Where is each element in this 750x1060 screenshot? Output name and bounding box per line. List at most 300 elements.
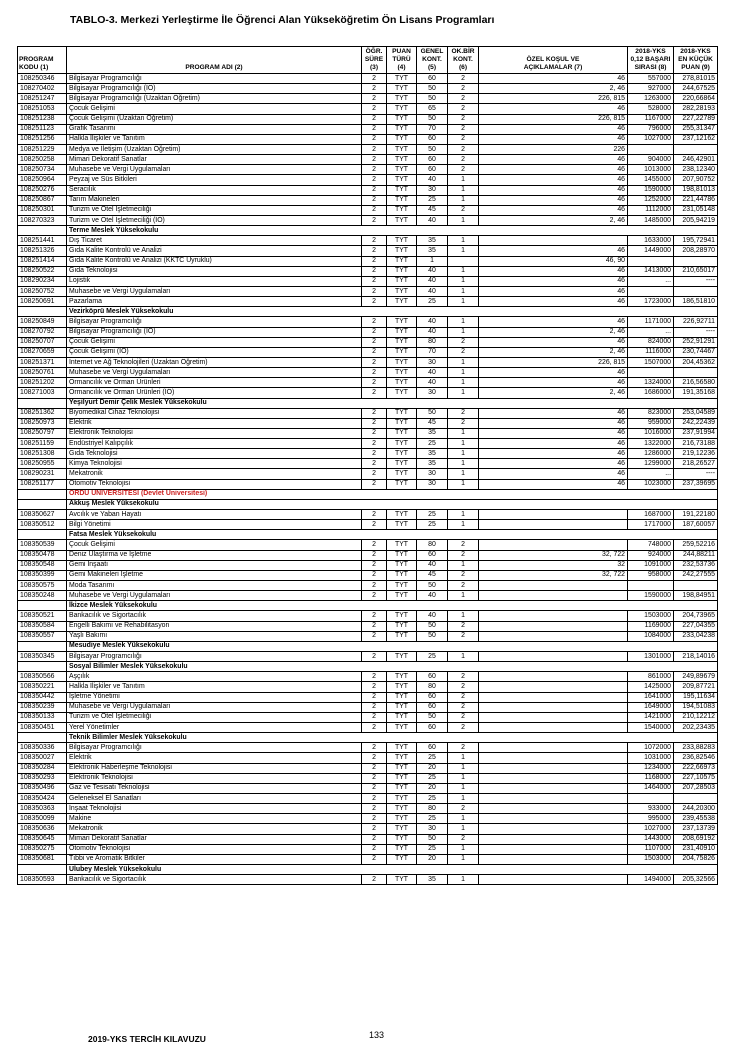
program-name: Bilgisayar Programcılığı <box>67 74 362 84</box>
success-rank: 1413000 <box>628 266 674 276</box>
program-code: 108350548 <box>18 560 67 570</box>
top-quota: 2 <box>448 84 479 94</box>
special-conditions: 46 <box>479 439 628 449</box>
program-name: Muhasebe ve Vergi Uygulamaları <box>67 702 362 712</box>
program-code: 108350575 <box>18 581 67 591</box>
success-rank: 748000 <box>628 540 674 550</box>
general-quota: 40 <box>417 611 448 621</box>
program-name: Çocuk Gelişimi (Uzaktan Öğretim) <box>67 114 362 124</box>
score-type: TYT <box>387 682 417 692</box>
success-rank <box>628 368 674 378</box>
special-conditions: 46, 90 <box>479 256 628 266</box>
special-conditions <box>479 743 628 753</box>
min-score: 208,28970 <box>674 246 718 256</box>
program-code: 108350399 <box>18 570 67 580</box>
min-score: 227,10575 <box>674 773 718 783</box>
min-score: 218,14016 <box>674 652 718 662</box>
success-rank: 1072000 <box>628 743 674 753</box>
top-quota: 1 <box>448 439 479 449</box>
duration: 2 <box>362 682 387 692</box>
program-name: Seracılık <box>67 185 362 195</box>
program-name: Biyomedikal Cihaz Teknolojisi <box>67 408 362 418</box>
program-name: Otomotiv Teknolojisi <box>67 844 362 854</box>
header-line: OK.BİR <box>451 48 475 55</box>
school-name: İkizce Meslek Yüksekokulu <box>67 601 718 611</box>
general-quota: 60 <box>417 550 448 560</box>
university-row <box>18 489 718 499</box>
program-code: 108250258 <box>18 155 67 165</box>
top-quota: 2 <box>448 104 479 114</box>
general-quota: 80 <box>417 540 448 550</box>
top-quota: 2 <box>448 550 479 560</box>
program-code: 108251247 <box>18 94 67 104</box>
general-quota: 35 <box>417 449 448 459</box>
special-conditions: 32 <box>479 560 628 570</box>
school-group-row <box>18 733 718 743</box>
program-name: Peyzaj ve Süs Bitkileri <box>67 175 362 185</box>
top-quota: 1 <box>448 246 479 256</box>
special-conditions: 46 <box>479 378 628 388</box>
duration: 2 <box>362 631 387 641</box>
success-rank: ... <box>628 469 674 479</box>
special-conditions: 46 <box>479 124 628 134</box>
special-conditions: 2, 46 <box>479 388 628 398</box>
header-line: PUAN <box>392 48 411 55</box>
program-row <box>18 804 718 814</box>
duration: 2 <box>362 570 387 580</box>
min-score: 239,45538 <box>674 814 718 824</box>
program-name: Mekatronik <box>67 824 362 834</box>
program-code: 108270323 <box>18 215 67 225</box>
program-code: 108350442 <box>18 692 67 702</box>
program-name: Gaz ve Tesisatı Teknolojisi <box>67 783 362 793</box>
special-conditions: 46 <box>479 479 628 489</box>
special-conditions: 226, 815 <box>479 114 628 124</box>
header-line: KODU (1) <box>19 64 49 71</box>
program-row <box>18 672 718 682</box>
school-group-row <box>18 398 718 408</box>
general-quota: 60 <box>417 134 448 144</box>
min-score: 222,66973 <box>674 763 718 773</box>
school-group-row <box>18 641 718 651</box>
special-conditions <box>479 854 628 864</box>
top-quota <box>448 256 479 266</box>
program-code: 108251159 <box>18 439 67 449</box>
duration: 2 <box>362 114 387 124</box>
special-conditions: 46 <box>479 74 628 84</box>
min-score: 204,45362 <box>674 357 718 367</box>
min-score: 195,11634 <box>674 692 718 702</box>
top-quota: 1 <box>448 297 479 307</box>
success-rank: 904000 <box>628 155 674 165</box>
program-name: İnşaat Teknolojisi <box>67 804 362 814</box>
success-rank: 1299000 <box>628 459 674 469</box>
program-name: Geleneksel El Sanatları <box>67 793 362 803</box>
program-row <box>18 652 718 662</box>
program-row <box>18 276 718 286</box>
score-type: TYT <box>387 844 417 854</box>
general-quota: 25 <box>417 773 448 783</box>
program-name: Bankacılık ve Sigortacılık <box>67 875 362 885</box>
min-score: 216,56580 <box>674 378 718 388</box>
program-name: İşletme Yönetimi <box>67 692 362 702</box>
duration: 2 <box>362 276 387 286</box>
general-quota: 25 <box>417 195 448 205</box>
score-type: TYT <box>387 824 417 834</box>
program-row <box>18 155 718 165</box>
special-conditions: 46 <box>479 428 628 438</box>
duration: 2 <box>362 753 387 763</box>
special-conditions: 46 <box>479 185 628 195</box>
general-quota: 25 <box>417 297 448 307</box>
header-line: (4) <box>397 64 406 71</box>
school-group-row <box>18 864 718 874</box>
special-conditions <box>479 581 628 591</box>
header-score-type <box>387 47 417 74</box>
school-name: Ulubey Meslek Yüksekokulu <box>67 864 718 874</box>
program-row <box>18 692 718 702</box>
score-type: TYT <box>387 327 417 337</box>
general-quota: 25 <box>417 814 448 824</box>
program-row <box>18 550 718 560</box>
program-code: 108270402 <box>18 84 67 94</box>
program-row <box>18 459 718 469</box>
general-quota: 70 <box>417 347 448 357</box>
duration: 2 <box>362 814 387 824</box>
program-code: 108350593 <box>18 875 67 885</box>
general-quota: 25 <box>417 439 448 449</box>
top-quota: 1 <box>448 266 479 276</box>
program-code: 108350557 <box>18 631 67 641</box>
program-name: Elektronik Teknolojisi <box>67 428 362 438</box>
header-line: 0,12 BAŞARI <box>630 56 671 63</box>
min-score: 237,13739 <box>674 824 718 834</box>
min-score: 191,35168 <box>674 388 718 398</box>
top-quota: 2 <box>448 570 479 580</box>
min-score: 198,81013 <box>674 185 718 195</box>
score-type: TYT <box>387 570 417 580</box>
success-rank <box>628 581 674 591</box>
top-quota: 2 <box>448 692 479 702</box>
special-conditions: 46 <box>479 246 628 256</box>
program-name: Moda Tasarımı <box>67 581 362 591</box>
min-score: 238,12340 <box>674 165 718 175</box>
min-score: ---- <box>674 469 718 479</box>
program-code: 108251053 <box>18 104 67 114</box>
min-score: 220,66864 <box>674 94 718 104</box>
special-conditions <box>479 753 628 763</box>
top-quota: 1 <box>448 773 479 783</box>
program-name: Bilgisayar Programcılığı <box>67 652 362 662</box>
program-row <box>18 215 718 225</box>
general-quota: 65 <box>417 104 448 114</box>
min-score: 205,32566 <box>674 875 718 885</box>
success-rank: 1084000 <box>628 631 674 641</box>
score-type: TYT <box>387 581 417 591</box>
program-row <box>18 631 718 641</box>
program-name: Medya ve İletişim (Uzaktan Öğretim) <box>67 144 362 154</box>
special-conditions <box>479 591 628 601</box>
empty-cell <box>18 398 67 408</box>
score-type: TYT <box>387 875 417 885</box>
score-type: TYT <box>387 185 417 195</box>
score-type: TYT <box>387 144 417 154</box>
header-line: TÜRÜ <box>392 56 411 63</box>
program-row <box>18 560 718 570</box>
general-quota: 40 <box>417 215 448 225</box>
empty-cell <box>18 530 67 540</box>
empty-cell <box>18 489 67 499</box>
program-row <box>18 702 718 712</box>
min-score: 244,67525 <box>674 84 718 94</box>
top-quota: 2 <box>448 672 479 682</box>
min-score: 249,89679 <box>674 672 718 682</box>
program-name: Gıda Teknolojisi <box>67 266 362 276</box>
duration: 2 <box>362 286 387 296</box>
program-row <box>18 74 718 84</box>
duration: 2 <box>362 256 387 266</box>
min-score: 216,73188 <box>674 439 718 449</box>
program-row <box>18 114 718 124</box>
top-quota: 1 <box>448 652 479 662</box>
school-group-row <box>18 530 718 540</box>
duration: 2 <box>362 266 387 276</box>
success-rank: 1168000 <box>628 773 674 783</box>
general-quota: 80 <box>417 804 448 814</box>
min-score: 204,75826 <box>674 854 718 864</box>
program-row <box>18 824 718 834</box>
special-conditions <box>479 520 628 530</box>
program-row <box>18 165 718 175</box>
program-name: Bilgi Yönetimi <box>67 520 362 530</box>
duration: 2 <box>362 195 387 205</box>
duration: 2 <box>362 854 387 864</box>
success-rank: 1116000 <box>628 347 674 357</box>
duration: 2 <box>362 357 387 367</box>
program-code: 108250955 <box>18 459 67 469</box>
score-type: TYT <box>387 854 417 864</box>
general-quota: 35 <box>417 246 448 256</box>
min-score: 221,44786 <box>674 195 718 205</box>
special-conditions: 46 <box>479 205 628 215</box>
top-quota: 1 <box>448 611 479 621</box>
program-row <box>18 94 718 104</box>
success-rank: 1252000 <box>628 195 674 205</box>
success-rank: 1485000 <box>628 215 674 225</box>
empty-cell <box>18 641 67 651</box>
program-name: Elektronik Teknolojisi <box>67 773 362 783</box>
top-quota: 1 <box>448 449 479 459</box>
score-type: TYT <box>387 317 417 327</box>
general-quota: 25 <box>417 793 448 803</box>
score-type: TYT <box>387 347 417 357</box>
duration: 2 <box>362 236 387 246</box>
general-quota: 20 <box>417 763 448 773</box>
success-rank: 1322000 <box>628 439 674 449</box>
score-type: TYT <box>387 763 417 773</box>
header-line: 2018-YKS <box>680 48 711 55</box>
special-conditions: 46 <box>479 418 628 428</box>
general-quota: 70 <box>417 124 448 134</box>
special-conditions: 46 <box>479 266 628 276</box>
score-type: TYT <box>387 408 417 418</box>
duration: 2 <box>362 783 387 793</box>
program-row <box>18 875 718 885</box>
duration: 2 <box>362 327 387 337</box>
min-score: 195,72941 <box>674 236 718 246</box>
special-conditions: 2, 46 <box>479 215 628 225</box>
program-row <box>18 479 718 489</box>
general-quota: 40 <box>417 327 448 337</box>
program-row <box>18 104 718 114</box>
min-score: 209,87721 <box>674 682 718 692</box>
empty-cell <box>18 733 67 743</box>
program-row <box>18 327 718 337</box>
duration: 2 <box>362 479 387 489</box>
duration: 2 <box>362 652 387 662</box>
special-conditions: 46 <box>479 165 628 175</box>
general-quota: 30 <box>417 469 448 479</box>
program-code: 108250691 <box>18 297 67 307</box>
min-score: 278,81015 <box>674 74 718 84</box>
top-quota: 2 <box>448 418 479 428</box>
success-rank: 1590000 <box>628 591 674 601</box>
top-quota: 1 <box>448 591 479 601</box>
program-code: 108251256 <box>18 134 67 144</box>
top-quota: 2 <box>448 834 479 844</box>
special-conditions <box>479 723 628 733</box>
program-name: Lojistik <box>67 276 362 286</box>
special-conditions: 46 <box>479 134 628 144</box>
program-row <box>18 611 718 621</box>
program-name: Pazarlama <box>67 297 362 307</box>
program-name: Gıda Teknolojisi <box>67 449 362 459</box>
program-name: İnternet ve Ağ Teknolojileri (Uzaktan Öğretim) <box>67 357 362 367</box>
program-row <box>18 428 718 438</box>
top-quota: 2 <box>448 621 479 631</box>
page-title: TABLO-3. Merkezi Yerleştirme İle Öğrenci Alan Yükseköğretim Ön Lisans Programları <box>70 14 495 26</box>
duration: 2 <box>362 74 387 84</box>
program-row <box>18 378 718 388</box>
score-type: TYT <box>387 439 417 449</box>
success-rank: 1286000 <box>628 449 674 459</box>
success-rank: 959000 <box>628 418 674 428</box>
general-quota: 35 <box>417 459 448 469</box>
duration: 2 <box>362 591 387 601</box>
header-min-score <box>674 47 718 74</box>
special-conditions <box>479 621 628 631</box>
score-type: TYT <box>387 418 417 428</box>
duration: 2 <box>362 155 387 165</box>
general-quota: 60 <box>417 743 448 753</box>
score-type: TYT <box>387 74 417 84</box>
program-row <box>18 368 718 378</box>
program-code: 108251123 <box>18 124 67 134</box>
page-number: 133 <box>369 1030 385 1040</box>
min-score: 253,04589 <box>674 408 718 418</box>
program-row <box>18 357 718 367</box>
duration: 2 <box>362 712 387 722</box>
program-code: 108251177 <box>18 479 67 489</box>
min-score: 233,88283 <box>674 743 718 753</box>
top-quota: 2 <box>448 408 479 418</box>
duration: 2 <box>362 672 387 682</box>
duration: 2 <box>362 743 387 753</box>
success-rank: 1421000 <box>628 712 674 722</box>
success-rank: 1507000 <box>628 357 674 367</box>
duration: 2 <box>362 347 387 357</box>
score-type: TYT <box>387 165 417 175</box>
program-name: Avcılık ve Yaban Hayatı <box>67 510 362 520</box>
duration: 2 <box>362 581 387 591</box>
min-score: 244,88211 <box>674 550 718 560</box>
program-code: 108270659 <box>18 347 67 357</box>
special-conditions <box>479 652 628 662</box>
program-row <box>18 84 718 94</box>
school-name: Vezirköprü Meslek Yüksekokulu <box>67 307 718 317</box>
duration: 2 <box>362 824 387 834</box>
general-quota: 30 <box>417 388 448 398</box>
program-row <box>18 418 718 428</box>
duration: 2 <box>362 469 387 479</box>
program-row <box>18 844 718 854</box>
success-rank: 1464000 <box>628 783 674 793</box>
success-rank: 1027000 <box>628 824 674 834</box>
general-quota: 25 <box>417 520 448 530</box>
top-quota: 2 <box>448 723 479 733</box>
success-rank: 796000 <box>628 124 674 134</box>
special-conditions: 46 <box>479 469 628 479</box>
special-conditions <box>479 824 628 834</box>
min-score <box>674 144 718 154</box>
program-row <box>18 743 718 753</box>
min-score: 226,92711 <box>674 317 718 327</box>
program-row <box>18 783 718 793</box>
program-code: 108251371 <box>18 357 67 367</box>
program-row <box>18 195 718 205</box>
program-code: 108250867 <box>18 195 67 205</box>
special-conditions: 226, 815 <box>479 357 628 367</box>
duration: 2 <box>362 337 387 347</box>
special-conditions <box>479 702 628 712</box>
top-quota: 2 <box>448 631 479 641</box>
min-score: 246,42901 <box>674 155 718 165</box>
program-row <box>18 317 718 327</box>
score-type: TYT <box>387 611 417 621</box>
min-score: 242,22439 <box>674 418 718 428</box>
header-line: (6) <box>458 64 468 71</box>
top-quota: 1 <box>448 459 479 469</box>
success-rank: 1686000 <box>628 388 674 398</box>
success-rank <box>628 256 674 266</box>
min-score: 232,53736 <box>674 560 718 570</box>
general-quota: 35 <box>417 428 448 438</box>
program-code: 108350566 <box>18 672 67 682</box>
duration: 2 <box>362 368 387 378</box>
duration: 2 <box>362 144 387 154</box>
special-conditions: 32, 722 <box>479 570 628 580</box>
min-score: 282,28193 <box>674 104 718 114</box>
table-header <box>18 47 718 74</box>
min-score: 186,51810 <box>674 297 718 307</box>
score-type: TYT <box>387 591 417 601</box>
program-name: Muhasebe ve Vergi Uygulamaları <box>67 591 362 601</box>
top-quota: 2 <box>448 702 479 712</box>
school-group-row <box>18 307 718 317</box>
duration: 2 <box>362 621 387 631</box>
general-quota: 60 <box>417 702 448 712</box>
top-quota: 1 <box>448 560 479 570</box>
